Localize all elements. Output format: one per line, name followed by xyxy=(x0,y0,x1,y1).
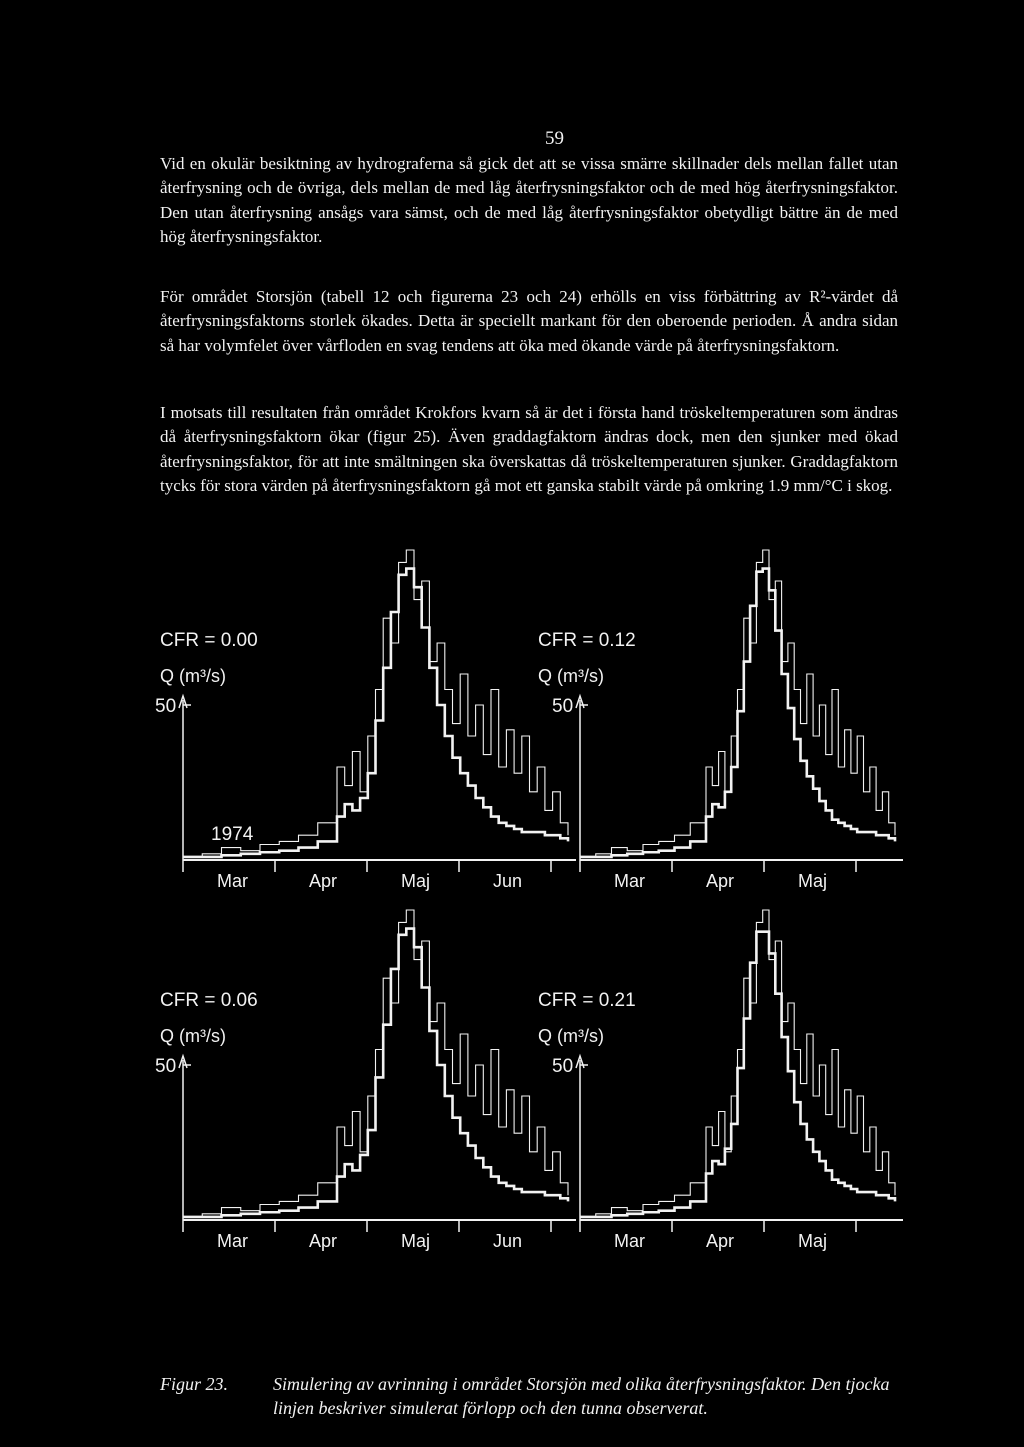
panel-ylabel: Q (m³/s) xyxy=(160,666,226,686)
chart-panel-0 xyxy=(155,550,576,891)
series-observed xyxy=(183,550,568,857)
paragraph-3: I motsats till resultaten från området Krokfors kvarn så är det i första hand tröskeltemperaturen som ändras då återfrysningsfaktorn ökar (figur 25). Även graddagfaktorn ändras dock, men den sjunker med ökad återfrysningsfaktor, för att inte smältningen ska överskattas då tröskeltemperaturen sjunker. Graddagfaktorn tycks för stora värden på återfrysningsfaktorn gå mot ett ganska stabilt värde på omkring 1.9 mm/°C i skog. xyxy=(160,403,898,496)
page-number: 59 xyxy=(545,128,564,149)
chart-panel-3 xyxy=(538,910,903,1251)
x-tick-label-jun: Jun xyxy=(493,871,523,891)
figure-caption-tag: Figur 23. xyxy=(160,1374,229,1394)
panel-title: CFR = 0.12 xyxy=(538,630,636,651)
x-tick-label-maj: Maj xyxy=(401,871,431,891)
x-tick-label-mar: Mar xyxy=(217,871,248,891)
series-observed xyxy=(580,910,895,1217)
panel-ylabel: Q (m³/s) xyxy=(538,1026,604,1046)
panel-ylabel: Q (m³/s) xyxy=(160,1026,226,1046)
year-label: 1974 xyxy=(211,824,254,845)
figure-caption-text: Simulering av avrinning i området Storsjön med olika återfrysningsfaktor. Den tjocka linjen beskriver simulerat förlopp och den tunna observerat. xyxy=(273,1374,890,1418)
y-tick-label-50: 50 xyxy=(155,696,177,717)
x-tick-label-maj: Maj xyxy=(401,1231,431,1251)
chart-panel-2 xyxy=(155,910,576,1251)
x-tick-label-mar: Mar xyxy=(614,1231,645,1251)
x-tick-label-maj: Maj xyxy=(798,1231,828,1251)
x-tick-label-jun: Jun xyxy=(493,1231,523,1251)
x-tick-label-maj: Maj xyxy=(798,871,828,891)
y-tick-label-50: 50 xyxy=(552,696,574,717)
x-tick-label-apr: Apr xyxy=(706,871,735,891)
panel-title: CFR = 0.21 xyxy=(538,990,636,1011)
y-tick-label-50: 50 xyxy=(155,1056,177,1077)
series-observed xyxy=(580,550,895,857)
y-tick-label-50: 50 xyxy=(552,1056,574,1077)
paragraph-2: För området Storsjön (tabell 12 och figurerna 23 och 24) erhölls en viss förbättring av R²-värdet då återfrysningsfaktorns storlek ökades. Detta är speciellt markant för den oberoende perioden. Å andra sidan så har volymfelet över vårfloden en svag tendens att öka med ökande värde på återfrysningsfaktorn. xyxy=(160,287,898,355)
x-tick-label-mar: Mar xyxy=(217,1231,248,1251)
panel-title: CFR = 0.06 xyxy=(160,990,258,1011)
x-tick-label-mar: Mar xyxy=(614,871,645,891)
x-tick-label-apr: Apr xyxy=(706,1231,735,1251)
x-tick-label-apr: Apr xyxy=(309,871,338,891)
x-tick-label-apr: Apr xyxy=(309,1231,338,1251)
chart-panel-1 xyxy=(538,550,903,891)
series-observed xyxy=(183,910,568,1217)
panel-ylabel: Q (m³/s) xyxy=(538,666,604,686)
panel-title: CFR = 0.00 xyxy=(160,630,258,651)
paragraph-1: Vid en okulär besiktning av hydrograferna så gick det att se vissa smärre skillnader dels mellan fallet utan återfrysning och de övriga, dels mellan de med låg återfrysningsfaktor och de med hög återfrysningsfaktor. Den utan återfrysning ansågs vara sämst, och de med låg återfrysningsfaktor obetydligt bättre än de med hög återfrysningsfaktor. xyxy=(160,154,898,247)
